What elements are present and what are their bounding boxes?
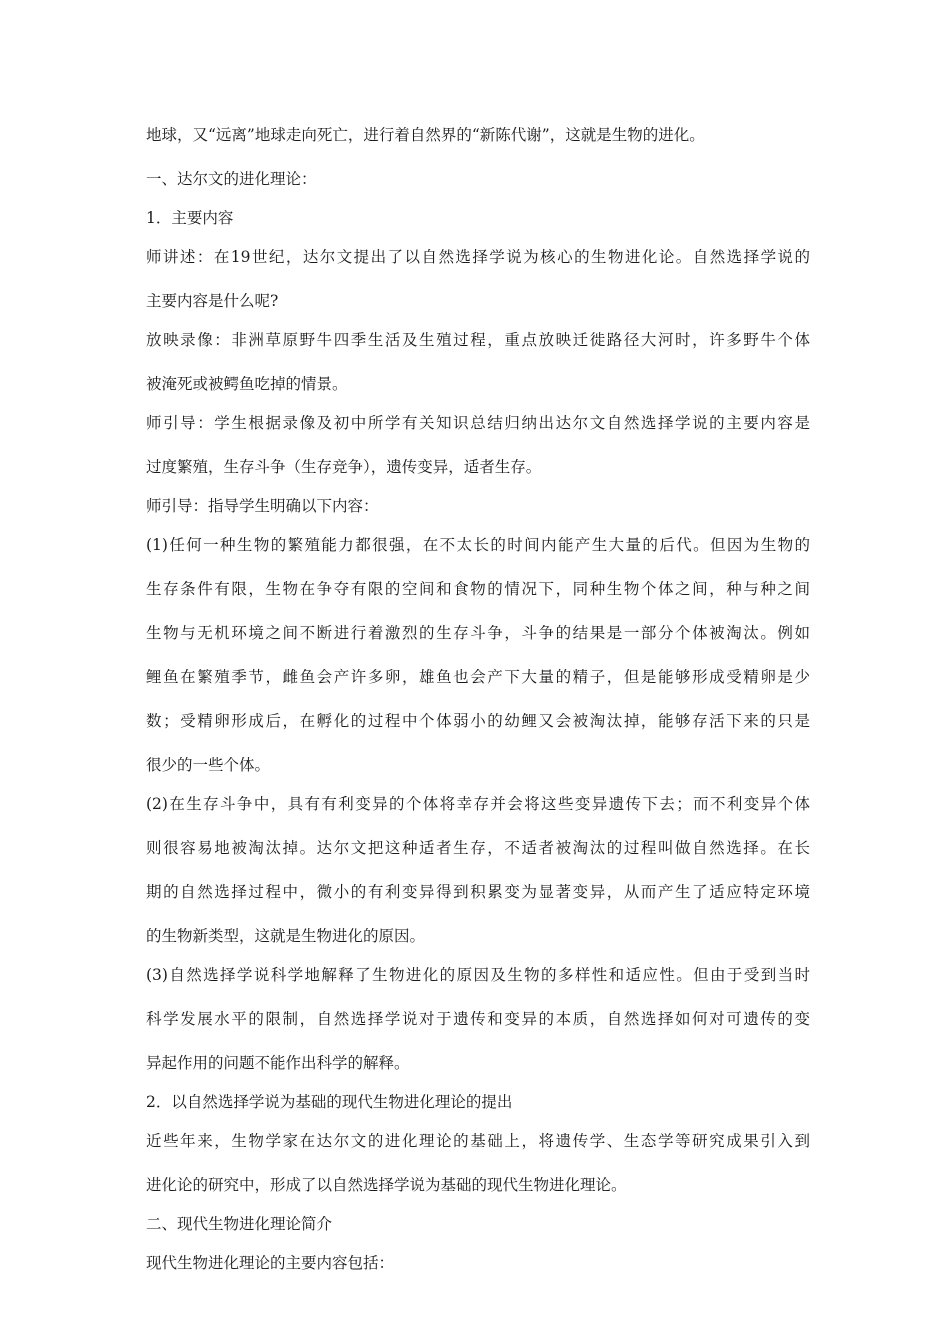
text-line: 过度繁殖，生存斗争（生存竞争），遗传变异，适者生存。: [146, 458, 542, 476]
text-line: 主要内容是什么呢?: [146, 292, 279, 310]
section-heading: 二、现代生物进化理论简介: [146, 1215, 333, 1233]
text-line: 鲤鱼在繁殖季节，雌鱼会产许多卵，雄鱼也会产下大量的精子，但是能够形成受精卵是少: [146, 668, 810, 686]
section-heading: 一、达尔文的进化理论：: [146, 170, 317, 188]
text-line: 生物与无机环境之间不断进行着激烈的生存斗争，斗争的结果是一部分个体被淘汰。例如: [146, 624, 810, 642]
text-line: (2)在生存斗争中，具有有利变异的个体将幸存并会将这些变异遗传下去；而不利变异个体: [146, 795, 810, 813]
text-line: 生存条件有限，生物在争夺有限的空间和食物的情况下，同种生物个体之间，种与种之间: [146, 580, 810, 598]
text-line: 现代生物进化理论的主要内容包括：: [146, 1254, 395, 1272]
text-line: 近些年来，生物学家在达尔文的进化理论的基础上，将遗传学、生态学等研究成果引入到: [146, 1132, 810, 1150]
text-line: 异起作用的问题不能作出科学的解释。: [146, 1054, 410, 1072]
text-line: 地球，又“远离”地球走向死亡，进行着自然界的“新陈代谢”，这就是生物的进化。: [146, 126, 705, 144]
text-line: 很少的一些个体。: [146, 756, 271, 774]
subsection-heading: 1．主要内容: [146, 209, 234, 227]
text-line: 进化论的研究中，形成了以自然选择学说为基础的现代生物进化理论。: [146, 1176, 627, 1194]
text-line: 被淹死或被鳄鱼吃掉的情景。: [146, 375, 348, 393]
text-line: 师引导：指导学生明确以下内容：: [146, 497, 379, 515]
document-body: [146, 124, 810, 1274]
text-line: (3)自然选择学说科学地解释了生物进化的原因及生物的多样性和适应性。但由于受到当时: [146, 966, 810, 984]
text-line: 师引导：学生根据录像及初中所学有关知识总结归纳出达尔文自然选择学说的主要内容是: [146, 414, 810, 432]
text-line: 则很容易地被淘汰掉。达尔文把这种适者生存，不适者被淘汰的过程叫做自然选择。在长: [146, 839, 810, 857]
subsection-heading: 2．以自然选择学说为基础的现代生物进化理论的提出: [146, 1093, 513, 1111]
text-line: 师讲述：在19世纪，达尔文提出了以自然选择学说为核心的生物进化论。自然选择学说的: [146, 248, 810, 266]
text-line: 科学发展水平的限制，自然选择学说对于遗传和变异的本质，自然选择如何对可遗传的变: [146, 1010, 810, 1028]
text-line: 期的自然选择过程中，微小的有利变异得到积累变为显著变异，从而产生了适应特定环境: [146, 883, 810, 901]
text-line: 数；受精卵形成后，在孵化的过程中个体弱小的幼鲤又会被淘汰掉，能够存活下来的只是: [146, 712, 810, 730]
text-line: (1)任何一种生物的繁殖能力都很强，在不太长的时间内能产生大量的后代。但因为生物的: [146, 536, 810, 554]
text-line: 的生物新类型，这就是生物进化的原因。: [146, 927, 426, 945]
text-line: 放映录像：非洲草原野牛四季生活及生殖过程，重点放映迁徙路径大河时，许多野牛个体: [146, 331, 810, 349]
